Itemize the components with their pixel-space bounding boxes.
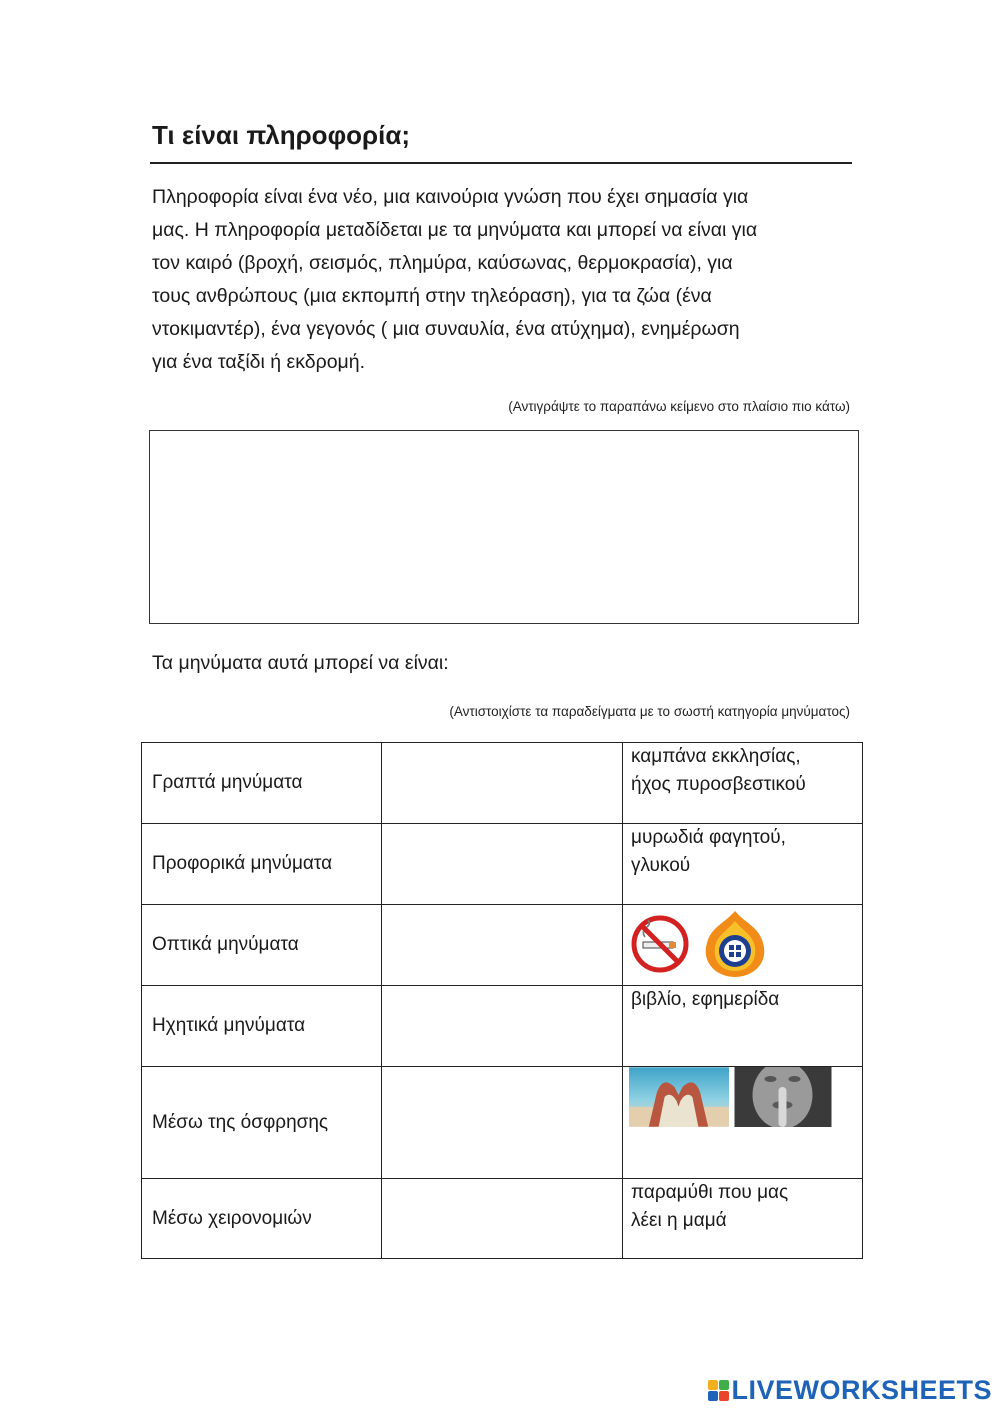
liveworksheets-logo (708, 1375, 992, 1406)
match-drop-slot[interactable] (382, 824, 623, 905)
table-row (142, 986, 863, 1067)
logo-text: LIVEWORKSHEETS (731, 1375, 992, 1405)
table-row (142, 743, 863, 824)
category-written: Γραπτά μηνύματα (142, 743, 382, 824)
table-row (142, 824, 863, 905)
paragraph-line: τους ανθρώπους (μια εκπομπή στην τηλεόραση), για τα ζώα (ένα (152, 285, 712, 307)
match-drop-slot[interactable] (382, 743, 623, 824)
example-line: βιβλίο, εφημερίδα (631, 989, 780, 1010)
example-line: καμπάνα εκκλησίας, (631, 746, 801, 767)
category-audio: Ηχητικά μηνύματα (142, 986, 382, 1067)
paragraph-line: ντοκιμαντέρ), ένα γεγονός ( μια συναυλία, ένα ατύχημα), ενημέρωση (152, 318, 740, 340)
table-row (142, 905, 863, 986)
match-instruction: (Αντιστοιχίστε τα παραδείγματα με το σωστή κατηγορία μηνύματος) (449, 704, 850, 719)
logo-blocks-icon (708, 1380, 729, 1401)
messages-subheading: Τα μηνύματα αυτά μπορεί να είναι: (152, 652, 449, 674)
example-line: ήχος πυροσβεστικού (631, 774, 806, 795)
page-title: Τι είναι πληροφορία; (152, 120, 410, 150)
match-drop-slot[interactable] (382, 986, 623, 1067)
example-line: μυρωδιά φαγητού, (631, 827, 786, 848)
category-visual: Οπτικά μηνύματα (142, 905, 382, 986)
matching-table (141, 742, 863, 1259)
copy-instruction: (Αντιγράψτε το παραπάνω κείμενο στο πλαίσιο πιο κάτω) (508, 399, 850, 414)
table-row (142, 1179, 863, 1259)
example-smell[interactable] (623, 824, 863, 905)
example-line: λέει η μαμά (631, 1210, 727, 1231)
category-smell: Μέσω της όσφρησης (142, 1067, 382, 1179)
shush-gesture-photo (733, 1067, 833, 1127)
example-gestures[interactable] (623, 1067, 863, 1179)
paragraph-line: μας. Η πληροφορία μεταδίδεται με τα μηνύματα και μπορεί να είναι για (152, 219, 758, 241)
no-smoking-sign-icon (631, 915, 689, 973)
example-visual-signs[interactable] (623, 905, 863, 986)
example-line: γλυκού (631, 855, 691, 876)
paragraph-line: για ένα ταξίδι ή εκδρομή. (152, 351, 366, 373)
title-underline (150, 162, 852, 164)
example-written[interactable] (623, 986, 863, 1067)
paragraph-line: Πληροφορία είναι ένα νέο, μια καινούρια γνώση που έχει σημασία για (152, 186, 749, 208)
paragraph-line: τον καιρό (βροχή, σεισμός, πλημύρα, καύσωνας, θερμοκρασία), για (152, 252, 733, 274)
example-sound[interactable] (623, 743, 863, 824)
heart-hands-photo (629, 1067, 729, 1127)
info-paragraph (152, 181, 857, 379)
match-drop-slot[interactable] (382, 1067, 623, 1179)
match-drop-slot[interactable] (382, 1179, 623, 1259)
table-row (142, 1067, 863, 1179)
example-line: παραμύθι που μας (631, 1182, 789, 1203)
match-drop-slot[interactable] (382, 905, 623, 986)
category-gestures: Μέσω χειρονομιών (142, 1179, 382, 1259)
copy-text-answer-box[interactable] (149, 430, 859, 624)
category-oral: Προφορικά μηνύματα (142, 824, 382, 905)
example-oral[interactable] (623, 1179, 863, 1259)
fire-service-emblem-icon (699, 909, 771, 979)
